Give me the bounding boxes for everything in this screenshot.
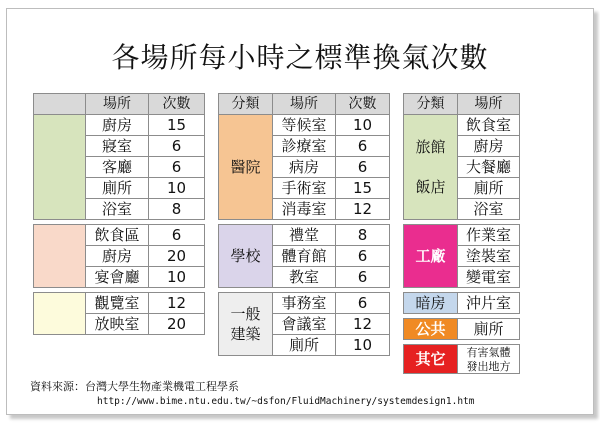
category-label-school: 學校 xyxy=(230,247,261,265)
table-row xyxy=(404,225,520,246)
table-row xyxy=(34,225,205,246)
header-category: 分類 xyxy=(219,94,273,115)
count-cell: 20 xyxy=(149,246,205,267)
table-row xyxy=(404,345,520,374)
place-cell: 等候室 xyxy=(273,115,336,136)
category-label-general-line2: 建築 xyxy=(230,325,261,343)
count-cell: 6 xyxy=(336,246,390,267)
table-row xyxy=(219,293,390,314)
category-cell-residential xyxy=(34,115,86,220)
place-cell: 大餐廳 xyxy=(458,157,520,178)
place-cell: 放映室 xyxy=(86,314,149,335)
category-cell-general xyxy=(219,293,273,356)
place-cell: 寢室 xyxy=(86,136,149,157)
place-cell: 禮堂 xyxy=(273,225,336,246)
table-row xyxy=(404,319,520,340)
place-cell: 沖片室 xyxy=(458,293,520,314)
count-cell: 10 xyxy=(336,115,390,136)
count-cell: 6 xyxy=(336,267,390,288)
table-facilities xyxy=(218,93,390,356)
count-cell: 8 xyxy=(149,199,205,220)
place-cell: 塗裝室 xyxy=(458,246,520,267)
category-label-factory: 工廠 xyxy=(415,247,446,265)
category-label-hotel-line2: 飯店 xyxy=(415,178,446,196)
count-cell: 12 xyxy=(149,293,205,314)
header-category-blank xyxy=(34,94,86,115)
place-cell: 體育館 xyxy=(273,246,336,267)
place-cell-other xyxy=(458,345,520,374)
category-cell-restaurant xyxy=(34,225,86,288)
category-cell-hospital xyxy=(219,115,273,220)
source-url: http://www.bime.ntu.edu.tw/~dsfon/FluidMachinery/systemdesign1.htm xyxy=(97,396,475,407)
place-cell: 事務室 xyxy=(273,293,336,314)
count-cell: 20 xyxy=(149,314,205,335)
place-cell: 診療室 xyxy=(273,136,336,157)
header-place: 場所 xyxy=(273,94,336,115)
place-cell: 廚房 xyxy=(458,136,520,157)
category-cell-other: 其它 xyxy=(404,345,458,374)
header-place: 場所 xyxy=(458,94,520,115)
count-cell: 6 xyxy=(149,157,205,178)
table-header-row xyxy=(404,94,520,115)
place-cell: 教室 xyxy=(273,267,336,288)
page-title: 各場所每小時之標準換氣次數 xyxy=(111,41,489,74)
place-cell: 病房 xyxy=(273,157,336,178)
place-cell: 變電室 xyxy=(458,267,520,288)
table-row xyxy=(34,115,205,136)
count-cell: 15 xyxy=(149,115,205,136)
place-cell: 廚房 xyxy=(86,246,149,267)
place-cell: 廁所 xyxy=(86,178,149,199)
place-cell: 觀覽室 xyxy=(86,293,149,314)
header-category: 分類 xyxy=(404,94,458,115)
category-cell-public: 公共 xyxy=(404,319,458,340)
category-label-hotel-line1: 旅館 xyxy=(415,138,446,156)
category-cell-theater xyxy=(34,293,86,335)
table-residential-commercial xyxy=(33,93,205,335)
count-cell: 12 xyxy=(336,199,390,220)
place-cell: 消毒室 xyxy=(273,199,336,220)
table-header-row xyxy=(34,94,205,115)
table-special-places xyxy=(403,93,520,374)
count-cell: 6 xyxy=(336,293,390,314)
place-cell: 浴室 xyxy=(458,199,520,220)
count-cell: 10 xyxy=(336,335,390,356)
category-cell-darkroom: 暗房 xyxy=(404,293,458,314)
place-cell: 廚房 xyxy=(86,115,149,136)
table-row xyxy=(219,225,390,246)
count-cell: 6 xyxy=(149,136,205,157)
place-cell: 廁所 xyxy=(458,178,520,199)
source-label: 資料來源：台灣大學生物產業機電工程學系 xyxy=(30,380,239,393)
count-cell: 10 xyxy=(149,267,205,288)
place-cell: 作業室 xyxy=(458,225,520,246)
place-label-other-line2: 發出地方 xyxy=(466,360,511,373)
category-label-general-line1: 一般 xyxy=(230,305,261,323)
header-count: 次數 xyxy=(336,94,390,115)
header-place: 場所 xyxy=(86,94,149,115)
table-row xyxy=(404,115,520,136)
place-cell: 手術室 xyxy=(273,178,336,199)
place-cell: 客廳 xyxy=(86,157,149,178)
count-cell: 6 xyxy=(149,225,205,246)
place-cell: 飲食區 xyxy=(86,225,149,246)
place-cell: 會議室 xyxy=(273,314,336,335)
header-count: 次數 xyxy=(149,94,205,115)
count-cell: 6 xyxy=(336,157,390,178)
place-label-other-line1: 有害氣體 xyxy=(466,346,511,359)
count-cell: 8 xyxy=(336,225,390,246)
table-row xyxy=(219,115,390,136)
table-header-row xyxy=(219,94,390,115)
table-row xyxy=(404,293,520,314)
category-cell-hotel xyxy=(404,115,458,220)
place-cell: 廁所 xyxy=(458,319,520,340)
count-cell: 6 xyxy=(336,136,390,157)
count-cell: 10 xyxy=(149,178,205,199)
place-cell: 飲食室 xyxy=(458,115,520,136)
place-cell: 宴會廳 xyxy=(86,267,149,288)
category-cell-school xyxy=(219,225,273,288)
category-cell-factory xyxy=(404,225,458,288)
place-cell: 浴室 xyxy=(86,199,149,220)
category-label-hospital: 醫院 xyxy=(230,158,261,176)
count-cell: 15 xyxy=(336,178,390,199)
table-row xyxy=(34,293,205,314)
count-cell: 12 xyxy=(336,314,390,335)
place-cell: 廁所 xyxy=(273,335,336,356)
